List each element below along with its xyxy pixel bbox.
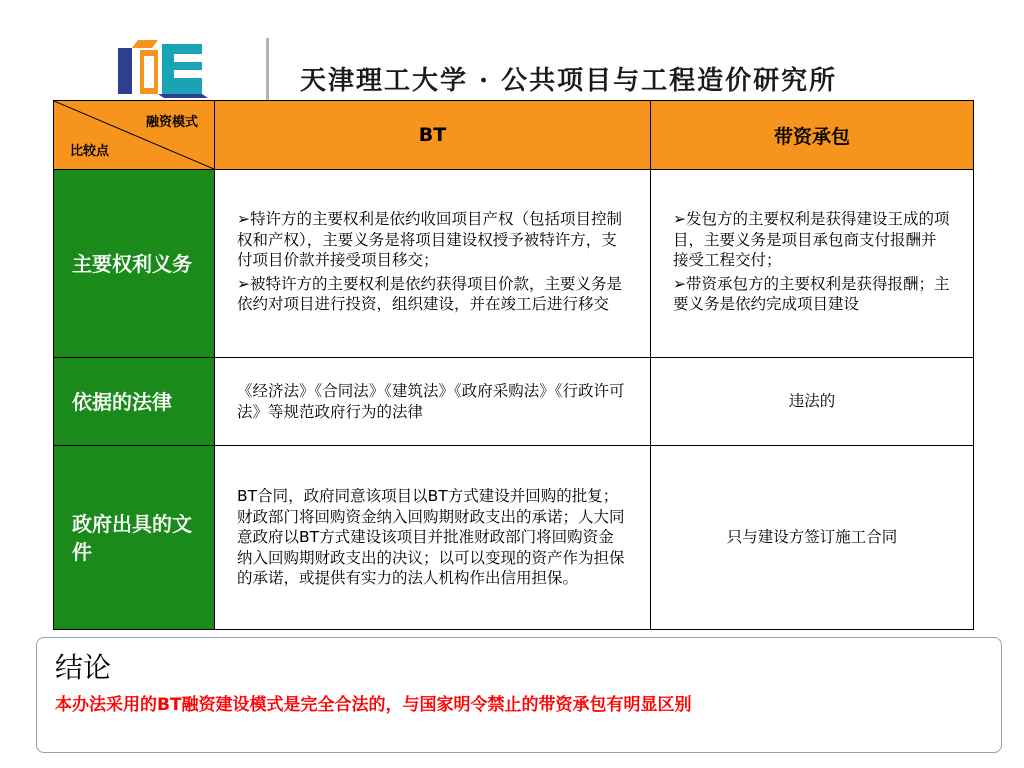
table-row-documents xyxy=(54,446,974,630)
cell-text: ➢特许方的主要权利是依约收回项目产权（包括项目控制权和产权），主要义务是将项目建设权授予被特许方，支付项目价款并接受项目移交； xyxy=(237,210,622,270)
table-header-row xyxy=(54,101,974,170)
row-label-law: 依据的法律 xyxy=(54,358,215,446)
conclusion-title: 结论 xyxy=(55,651,112,684)
cell-bt-documents: BT合同，政府同意该项目以BT方式建设并回购的批复；财政部门将回购资金纳入回购期财政支出的承诺；人大同意政府以BT方式建设该项目并批准财政部门将回购资金纳入回购期财政支出的决议；以可以变现的资产作为担保的承诺，或提供有实力的法人机构作出信用担保。 xyxy=(215,446,651,630)
corner-label-point: 比较点 xyxy=(70,144,110,159)
comparison-table xyxy=(53,100,974,630)
corner-label-mode: 融资模式 xyxy=(145,115,198,130)
corner-cell xyxy=(54,101,215,170)
cell-bt-rights xyxy=(215,170,651,358)
cell-text: ➢被特许方的主要权利是依约获得项目价款，主要义务是依约对项目进行投资，组织建设，并在竣工后进行移交 xyxy=(237,274,622,314)
cell-daizi-law: 违法的 xyxy=(651,358,974,446)
table-row-law xyxy=(54,358,974,446)
row-label-documents: 政府出具的文件 xyxy=(54,446,215,630)
row-label-rights: 主要权利义务 xyxy=(54,170,215,358)
institute-title: 天津理工大学 · 公共项目与工程造价研究所 xyxy=(300,66,838,96)
cell-text: ➢发包方的主要权利是获得建设王成的项目，主要义务是项目承包商支付报酬并接受工程交付； xyxy=(673,210,950,270)
column-header-bt: BT xyxy=(215,101,651,170)
conclusion-text: 本办法采用的BT融资建设模式是完全合法的，与国家明令禁止的带资承包有明显区别 xyxy=(55,695,692,715)
institute-logo xyxy=(118,40,212,102)
cell-daizi-rights xyxy=(651,170,974,358)
table-row-rights xyxy=(54,170,974,358)
cell-text: ➢带资承包方的主要权利是获得报酬；主要义务是依约完成项目建设 xyxy=(673,274,950,314)
conclusion-box xyxy=(36,637,1002,753)
column-header-daizi: 带资承包 xyxy=(651,101,974,170)
header-divider xyxy=(266,38,269,100)
cell-bt-law: 《经济法》《合同法》《建筑法》《政府采购法》《行政许可法》等规范政府行为的法律 xyxy=(215,358,651,446)
cell-daizi-documents: 只与建设方签订施工合同 xyxy=(651,446,974,630)
